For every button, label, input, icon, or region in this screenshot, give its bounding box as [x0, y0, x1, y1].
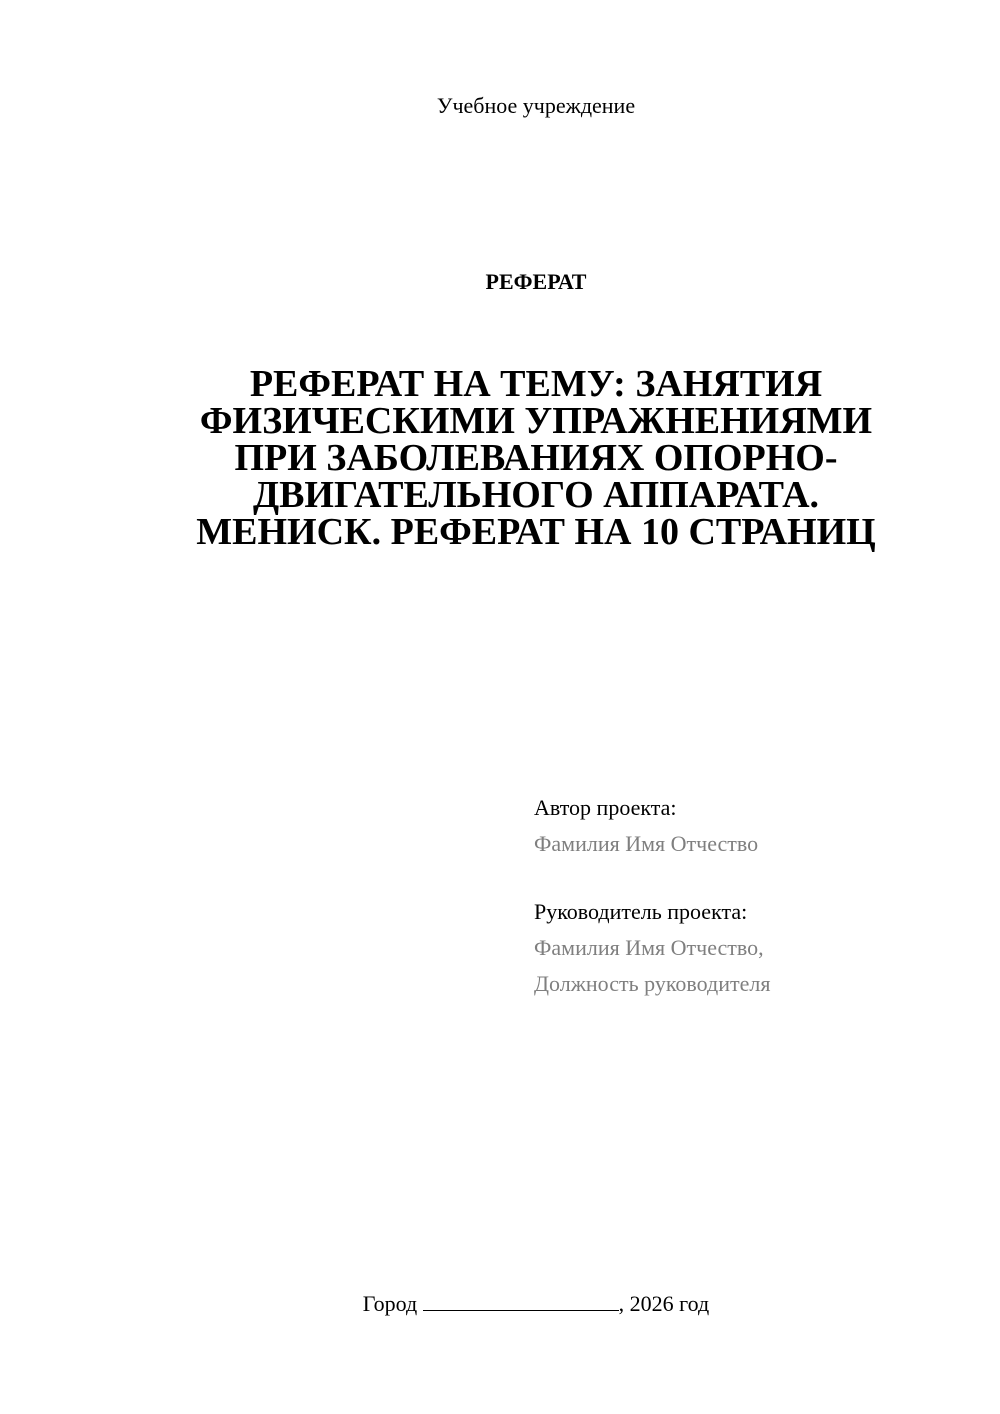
supervisor-label: Руководитель проекта: [534, 899, 748, 924]
city-label: Город [362, 1291, 418, 1316]
authors-block [534, 790, 954, 1002]
spacer [534, 862, 954, 894]
institution-name: Учебное учреждение [436, 93, 636, 118]
city-blank-underline [423, 1290, 619, 1311]
author-label: Автор проекта: [534, 795, 677, 820]
city-year-line [0, 1290, 1000, 1318]
document-type-label: РЕФЕРАТ [485, 269, 587, 294]
supervisor-name-placeholder: Фамилия Имя Отчество, [534, 935, 764, 960]
document-title: РЕФЕРАТ НА ТЕМУ: ЗАНЯТИЯ ФИЗИЧЕСКИМИ УПРАЖНЕНИЯМИ ПРИ ЗАБОЛЕВАНИЯХ ОПОРНО-ДВИГАТЕЛЬНОГО АППАРАТА. МЕНИСК. РЕФЕРАТ НА 10 СТРАНИЦ [196, 363, 876, 553]
year-text: , 2026 год [618, 1291, 710, 1316]
author-name-placeholder: Фамилия Имя Отчество [534, 831, 759, 856]
supervisor-position-placeholder: Должность руководителя [534, 971, 771, 996]
